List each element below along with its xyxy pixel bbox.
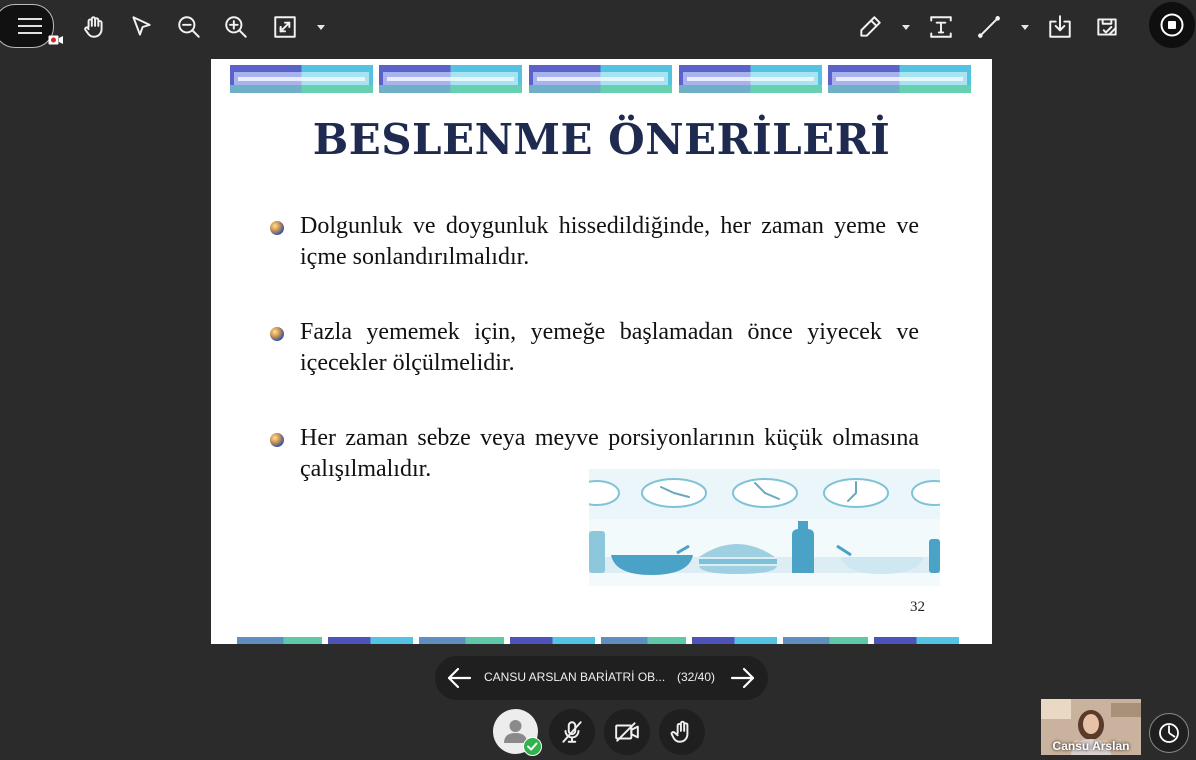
zoom-out-button[interactable] [172, 10, 206, 44]
footer-band [601, 637, 686, 644]
footer-band [692, 637, 777, 644]
slide-page-counter: (32/40) [677, 670, 716, 684]
slide-page-number: 32 [910, 599, 925, 615]
header-band [529, 65, 672, 93]
fit-screen-button[interactable] [268, 10, 302, 44]
text-icon [928, 14, 954, 40]
header-band [828, 65, 971, 93]
bullet-marker-icon [270, 433, 284, 447]
recording-indicator-icon [48, 31, 64, 43]
bullet-marker-icon [270, 221, 284, 235]
download-button[interactable] [1043, 10, 1077, 44]
gauge-icon [1158, 722, 1180, 744]
camera-off-icon [614, 719, 640, 745]
hand-icon [81, 14, 107, 40]
bullet-marker-icon [270, 327, 284, 341]
zoom-in-button[interactable] [219, 10, 253, 44]
zoom-in-icon [223, 14, 249, 40]
footer-band [510, 637, 595, 644]
download-icon [1047, 14, 1073, 40]
raise-hand-icon [669, 719, 695, 745]
pen-options-caret-icon[interactable] [902, 25, 910, 30]
performance-button[interactable] [1149, 713, 1189, 753]
zoom-out-icon [176, 14, 202, 40]
line-icon [976, 14, 1002, 40]
pen-tool-button[interactable] [853, 10, 887, 44]
stop-share-icon [1160, 13, 1184, 37]
header-band [230, 65, 373, 93]
pointer-icon [128, 14, 154, 40]
previous-slide-button[interactable] [445, 664, 473, 692]
slide-title: BESLENME ÖNERİLERİ [312, 115, 891, 164]
zoom-options-caret-icon[interactable] [317, 25, 325, 30]
save-annotations-icon [1094, 14, 1120, 40]
slide-navigation [435, 656, 768, 700]
arrow-left-icon [445, 664, 473, 692]
hand-tool-button[interactable] [77, 10, 111, 44]
next-slide-button[interactable] [729, 664, 757, 692]
arrow-right-icon [729, 664, 757, 692]
my-status-button[interactable] [493, 709, 538, 754]
stop-share-button[interactable] [1149, 2, 1195, 48]
footer-band [237, 637, 322, 644]
mic-off-icon [559, 719, 585, 745]
camera-toggle-button[interactable] [604, 709, 650, 755]
line-options-caret-icon[interactable] [1021, 25, 1029, 30]
presentation-slide [211, 59, 992, 644]
participant-name: Cansu Arslan [1052, 739, 1130, 753]
pen-icon [857, 14, 883, 40]
bullet-text: Dolgunluk ve doygunluk hissedildiğinde, her zaman yeme ve içme sonlandırılmalıdır. [300, 213, 919, 270]
presentation-title: CANSU ARSLAN BARİATRİ OB... [484, 670, 666, 684]
footer-band [328, 637, 413, 644]
header-band [679, 65, 822, 93]
line-tool-button[interactable] [972, 10, 1006, 44]
menu-button[interactable] [0, 4, 54, 48]
header-band [379, 65, 522, 93]
fit-screen-icon [272, 14, 298, 40]
text-tool-button[interactable] [924, 10, 958, 44]
pointer-tool-button[interactable] [124, 10, 158, 44]
meal-time-illustration [589, 469, 940, 586]
footer-band [419, 637, 504, 644]
menu-icon [17, 15, 43, 37]
microphone-toggle-button[interactable] [549, 709, 595, 755]
bullet-text: Her zaman sebze veya meyve porsiyonlarının küçük olmasına çalışılmalıdır. [300, 425, 919, 482]
footer-band [874, 637, 959, 644]
footer-band [783, 637, 868, 644]
status-check-icon [523, 737, 542, 756]
raise-hand-button[interactable] [659, 709, 705, 755]
participant-video-tile[interactable] [1041, 699, 1141, 755]
save-annotations-button[interactable] [1090, 10, 1124, 44]
bullet-text: Fazla yememek için, yemeğe başlamadan önce yiyecek ve içecekler ölçülmelidir. [300, 319, 919, 376]
